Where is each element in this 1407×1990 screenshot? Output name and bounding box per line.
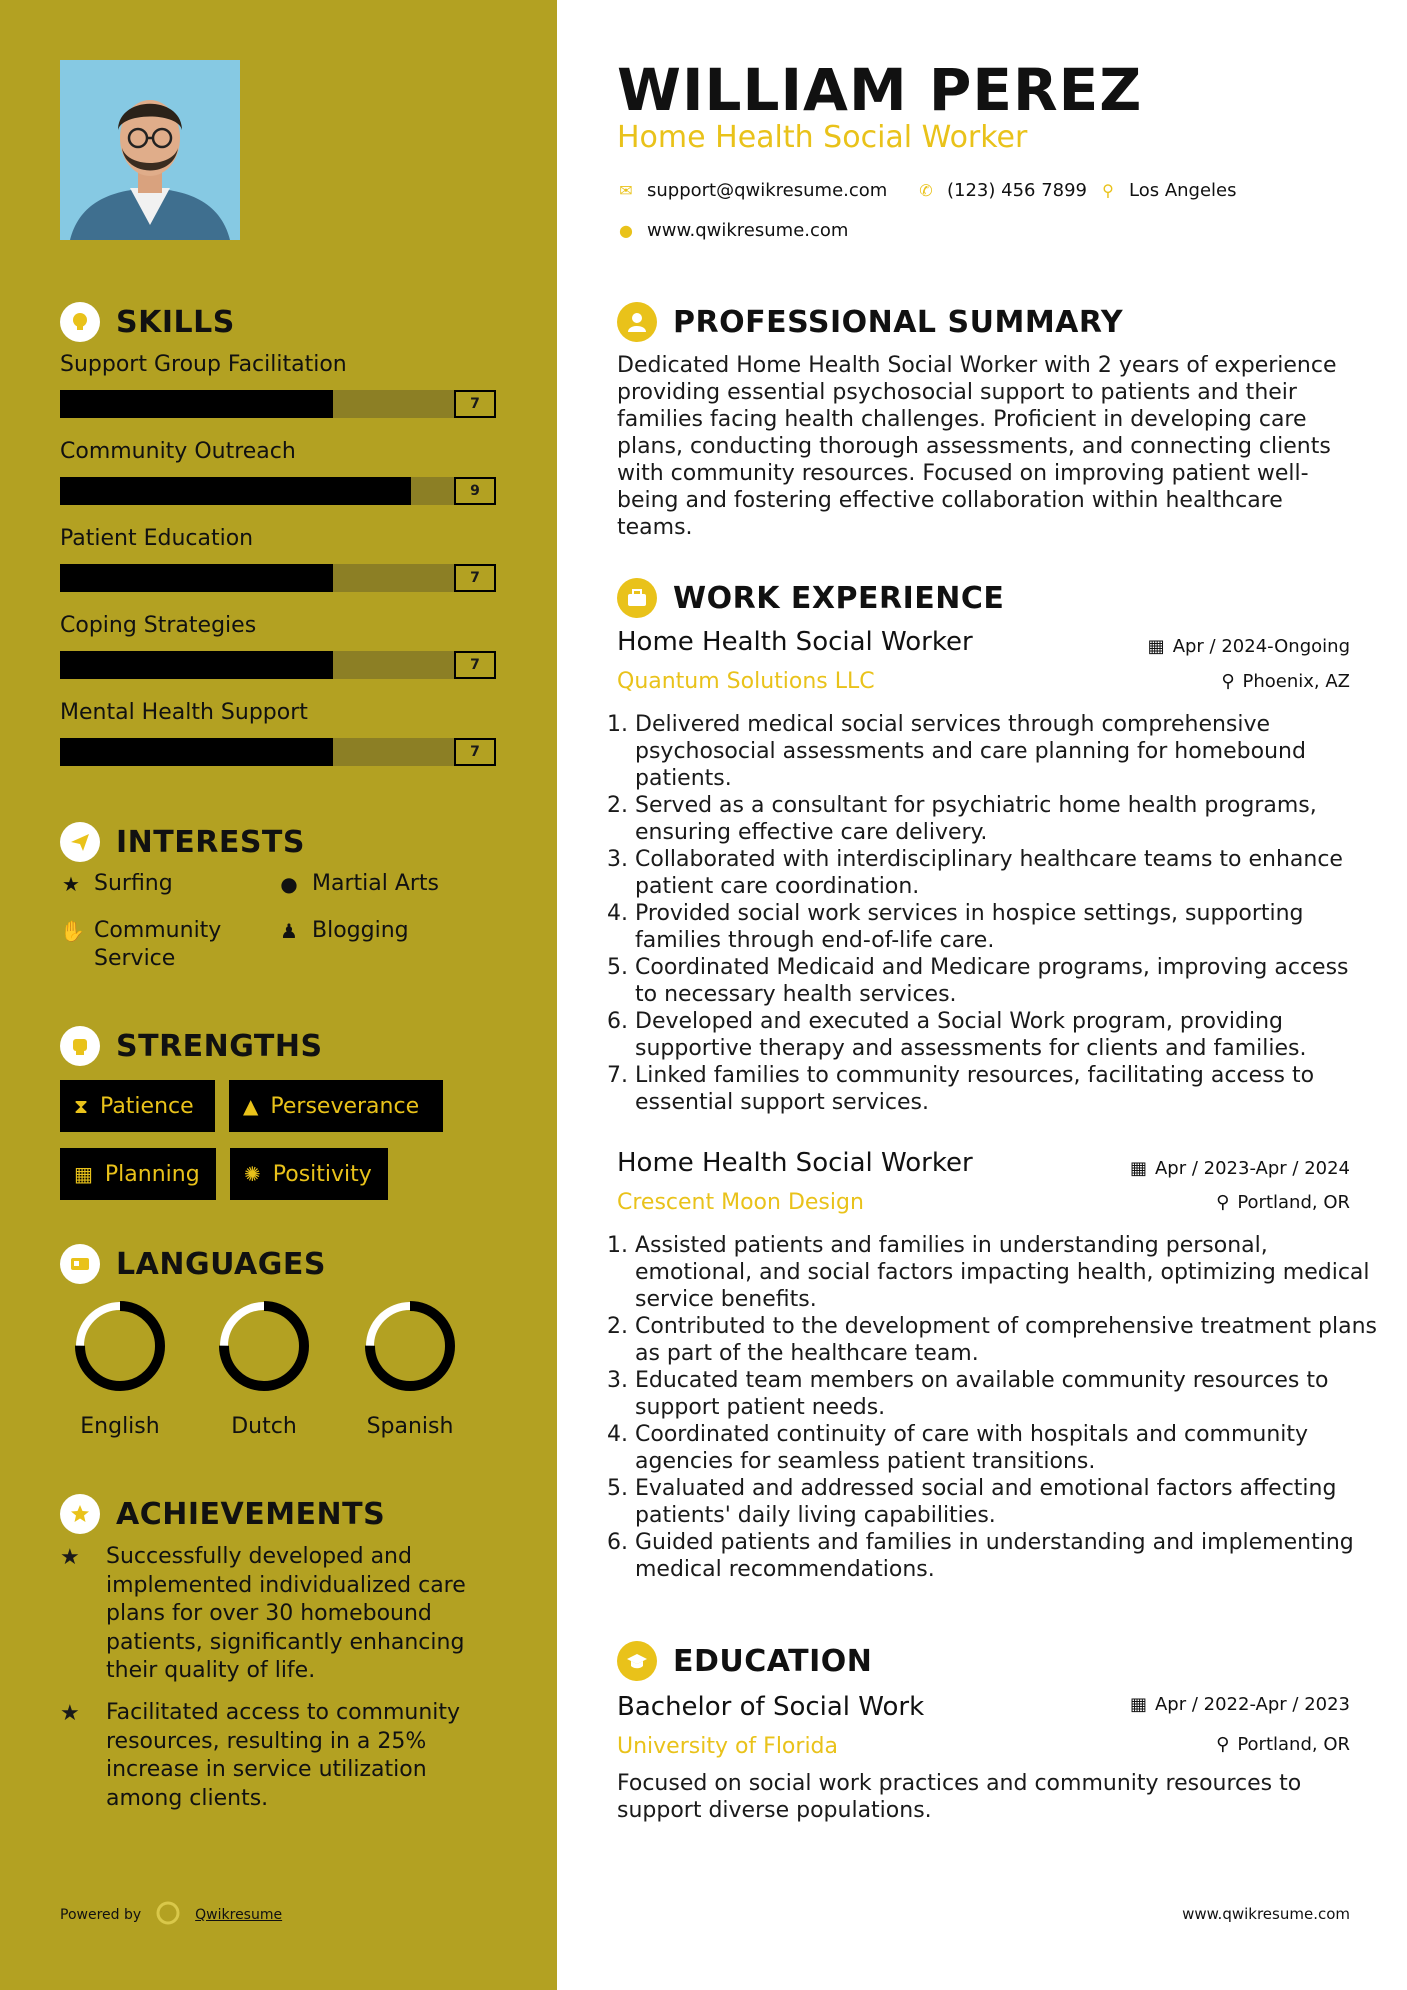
- job-bullet: 2. Served as a consultant for psychiatric home health programs, ensuring effective care delivery.: [635, 792, 1377, 846]
- achievement-item: [60, 1543, 500, 1686]
- education-school: University of Florida: [617, 1734, 838, 1759]
- skills-title: SKILLS: [116, 304, 235, 340]
- strength-chip: [60, 1080, 215, 1132]
- job-bullet: 3. Collaborated with interdisciplinary healthcare teams to enhance patient care coordination.: [635, 846, 1377, 900]
- education-location-text: Portland, OR: [1237, 1734, 1350, 1755]
- language-ring: [362, 1298, 458, 1394]
- job-bullet: 2. Contributed to the development of comprehensive treatment plans as part of the healthcare team.: [635, 1313, 1377, 1367]
- calendar-icon: ▦: [1129, 1158, 1147, 1179]
- skill-bar: [60, 651, 496, 679]
- lightbulb-icon: [60, 302, 100, 342]
- contact-location: [1099, 180, 1237, 201]
- skill-level: 7: [454, 564, 496, 592]
- job-location: [1216, 1192, 1350, 1213]
- star-icon: ★: [62, 872, 80, 896]
- skill-bar-fill: [60, 651, 333, 679]
- education-title: EDUCATION: [673, 1643, 873, 1679]
- qwikresume-logo-icon: [155, 1900, 181, 1930]
- interest-label: Martial Arts: [312, 871, 440, 896]
- strength-label: Planning: [104, 1161, 200, 1187]
- language-name: Dutch: [231, 1414, 297, 1439]
- email-text: support@qwikresume.com: [647, 180, 888, 201]
- education-header: [617, 1641, 872, 1681]
- interest-label: Blogging: [312, 918, 409, 943]
- interest-label: Community Service: [94, 918, 222, 971]
- skill-level: 9: [454, 477, 496, 505]
- job-location: [1221, 671, 1350, 692]
- achievement-text: Successfully developed and implemented individualized care plans for over 30 homebound patients, significantly enhancing their quality of life.: [106, 1544, 466, 1683]
- job-location-text: Portland, OR: [1237, 1192, 1350, 1213]
- experience-title: WORK EXPERIENCE: [673, 580, 1005, 616]
- skills-header: [60, 302, 235, 342]
- skill-bar-fill: [60, 564, 333, 592]
- footer-website[interactable]: www.qwikresume.com: [1182, 1905, 1350, 1923]
- phone-text: (123) 456 7899: [947, 180, 1088, 201]
- strength-chip: [229, 1080, 443, 1132]
- job-bullet: 5. Coordinated Medicaid and Medicare programs, improving access to necessary health services.: [635, 954, 1377, 1008]
- summary-title: PROFESSIONAL SUMMARY: [673, 304, 1124, 340]
- shooting-star-icon: ★: [60, 1545, 80, 1570]
- sun-icon: ✺: [244, 1162, 261, 1186]
- job-bullets: [617, 1232, 1377, 1583]
- job-date-text: Apr / 2023-Apr / 2024: [1154, 1158, 1350, 1179]
- envelope-icon: ✉: [619, 181, 633, 200]
- strength-chip: [230, 1148, 388, 1200]
- strength-label: Positivity: [272, 1161, 372, 1187]
- language-ring: [216, 1298, 312, 1394]
- skill-bar-fill: [60, 738, 333, 766]
- globe-icon: ●: [280, 872, 298, 896]
- id-card-icon: [60, 1244, 100, 1284]
- strength-label: Perseverance: [270, 1093, 420, 1119]
- achievement-text: Facilitated access to community resources, resulting in a 25% increase in service utilization among clients.: [106, 1700, 461, 1811]
- main-content: [557, 0, 1407, 1990]
- skill-name: Community Outreach: [60, 439, 296, 464]
- globe-icon: ●: [619, 221, 633, 240]
- job-company: Crescent Moon Design: [617, 1190, 864, 1215]
- skill-level: 7: [454, 390, 496, 418]
- skill-name: Patient Education: [60, 526, 254, 551]
- candidate-role: Home Health Social Worker: [617, 120, 1028, 155]
- calendar-icon: ▦: [1147, 636, 1165, 657]
- powered-by-label: Powered by: [60, 1907, 142, 1923]
- job-bullet: 6. Guided patients and families in understanding and implementing medical recommendations.: [635, 1529, 1377, 1583]
- skill-level: 7: [454, 738, 496, 766]
- job-bullet: 4. Provided social work services in hospice settings, supporting families through end-of-life care.: [635, 900, 1377, 954]
- candidate-name: WILLIAM PEREZ: [617, 56, 1143, 124]
- shooting-star-icon: ★: [60, 1701, 80, 1726]
- pin-icon: ⚲: [1216, 1734, 1230, 1755]
- road-icon: ▲: [243, 1094, 259, 1118]
- skill-name: Coping Strategies: [60, 613, 257, 638]
- star-badge-icon: [60, 1494, 100, 1534]
- interests-title: INTERESTS: [116, 824, 305, 860]
- job-date: [1148, 636, 1350, 657]
- interest-item: [278, 917, 409, 945]
- powered-by: [60, 1900, 282, 1930]
- calendar-icon: ▦: [74, 1162, 93, 1186]
- interest-item: [60, 870, 173, 898]
- education-date-text: Apr / 2022-Apr / 2023: [1154, 1694, 1350, 1715]
- job-bullet: 3. Educated team members on available community resources to support patient needs.: [635, 1367, 1377, 1421]
- achievement-item: [60, 1699, 500, 1813]
- job-bullet: 4. Coordinated continuity of care with hospitals and community agencies for seamless patient transitions.: [635, 1421, 1377, 1475]
- graduation-icon: [617, 1641, 657, 1681]
- skill-name: Mental Health Support: [60, 700, 308, 725]
- skill-bar: [60, 477, 496, 505]
- language-ring: [72, 1298, 168, 1394]
- qwikresume-link[interactable]: Qwikresume: [195, 1907, 283, 1923]
- hourglass-icon: ⧗: [74, 1094, 89, 1118]
- strengths-header: [60, 1026, 323, 1066]
- job-bullet: 1. Delivered medical social services through comprehensive psychosocial assessments and care planning for homebound patients.: [635, 711, 1377, 792]
- skill-bar: [60, 390, 496, 418]
- summary-header: [617, 302, 1123, 342]
- job-title: Home Health Social Worker: [617, 1148, 973, 1178]
- skill-name: Support Group Facilitation: [60, 352, 347, 377]
- users-icon: ♟: [280, 919, 298, 943]
- experience-header: [617, 578, 1004, 618]
- contact-phone[interactable]: [917, 180, 1087, 201]
- job-bullet: 1. Assisted patients and families in understanding personal, emotional, and social factors impacting health, optimizing medical service benefits.: [635, 1232, 1377, 1313]
- skill-level: 7: [454, 651, 496, 679]
- briefcase-icon: [617, 578, 657, 618]
- profile-photo: [60, 60, 240, 240]
- contact-website[interactable]: [617, 220, 848, 241]
- job-location-text: Phoenix, AZ: [1242, 671, 1350, 692]
- user-icon: [617, 302, 657, 342]
- map-pin-icon: ⚲: [1102, 181, 1114, 200]
- achievements-title: ACHIEVEMENTS: [116, 1496, 386, 1532]
- skill-bar: [60, 564, 496, 592]
- interest-item: [60, 917, 260, 973]
- skill-bar-fill: [60, 390, 333, 418]
- skill-bar-fill: [60, 477, 411, 505]
- job-date-text: Apr / 2024-Ongoing: [1172, 636, 1350, 657]
- pin-icon: ⚲: [1216, 1192, 1230, 1213]
- strength-label: Patience: [100, 1093, 194, 1119]
- calendar-icon: ▦: [1129, 1694, 1147, 1715]
- website-text: www.qwikresume.com: [647, 220, 849, 241]
- summary-text: Dedicated Home Health Social Worker with 2 years of experience providing essential psychosocial support to patients and their families facing health challenges. Proficient in developing care plans, conducting thorough assessments, and connecting clients with community resources. Focused on improving patient well-being and fostering effective collaboration within healthcare teams.: [617, 353, 1337, 540]
- interest-label: Surfing: [94, 871, 173, 896]
- education-degree: Bachelor of Social Work: [617, 1692, 925, 1722]
- languages-header: [60, 1244, 326, 1284]
- job-bullet: 7. Linked families to community resources, facilitating access to essential support services.: [635, 1062, 1377, 1116]
- achievements-header: [60, 1494, 385, 1534]
- sidebar: [0, 0, 557, 1990]
- education-date: [1130, 1694, 1350, 1715]
- job-bullet: 5. Evaluated and addressed social and emotional factors affecting patients' daily living capabilities.: [635, 1475, 1377, 1529]
- job-date: [1130, 1158, 1350, 1179]
- fist-icon: [60, 1026, 100, 1066]
- strength-chip: [60, 1148, 216, 1200]
- location-text: Los Angeles: [1129, 180, 1237, 201]
- skill-bar: [60, 738, 496, 766]
- language-name: English: [80, 1414, 160, 1439]
- education-text: Focused on social work practices and community resources to support diverse populations.: [617, 1771, 1302, 1823]
- job-company: Quantum Solutions LLC: [617, 669, 875, 694]
- education-location: [1216, 1734, 1350, 1755]
- job-bullet: 6. Developed and executed a Social Work program, providing supportive therapy and assessments for clients and families.: [635, 1008, 1377, 1062]
- interests-header: [60, 822, 305, 862]
- contact-email[interactable]: [617, 180, 887, 201]
- paper-plane-icon: [60, 822, 100, 862]
- strengths-title: STRENGTHS: [116, 1028, 323, 1064]
- job-title: Home Health Social Worker: [617, 627, 973, 657]
- pin-icon: ⚲: [1221, 671, 1235, 692]
- hand-icon: ✋: [60, 919, 85, 943]
- interest-item: [278, 870, 439, 898]
- job-bullets: [617, 711, 1377, 1116]
- phone-icon: ✆: [919, 181, 933, 200]
- languages-title: LANGUAGES: [116, 1246, 326, 1282]
- language-name: Spanish: [366, 1414, 454, 1439]
